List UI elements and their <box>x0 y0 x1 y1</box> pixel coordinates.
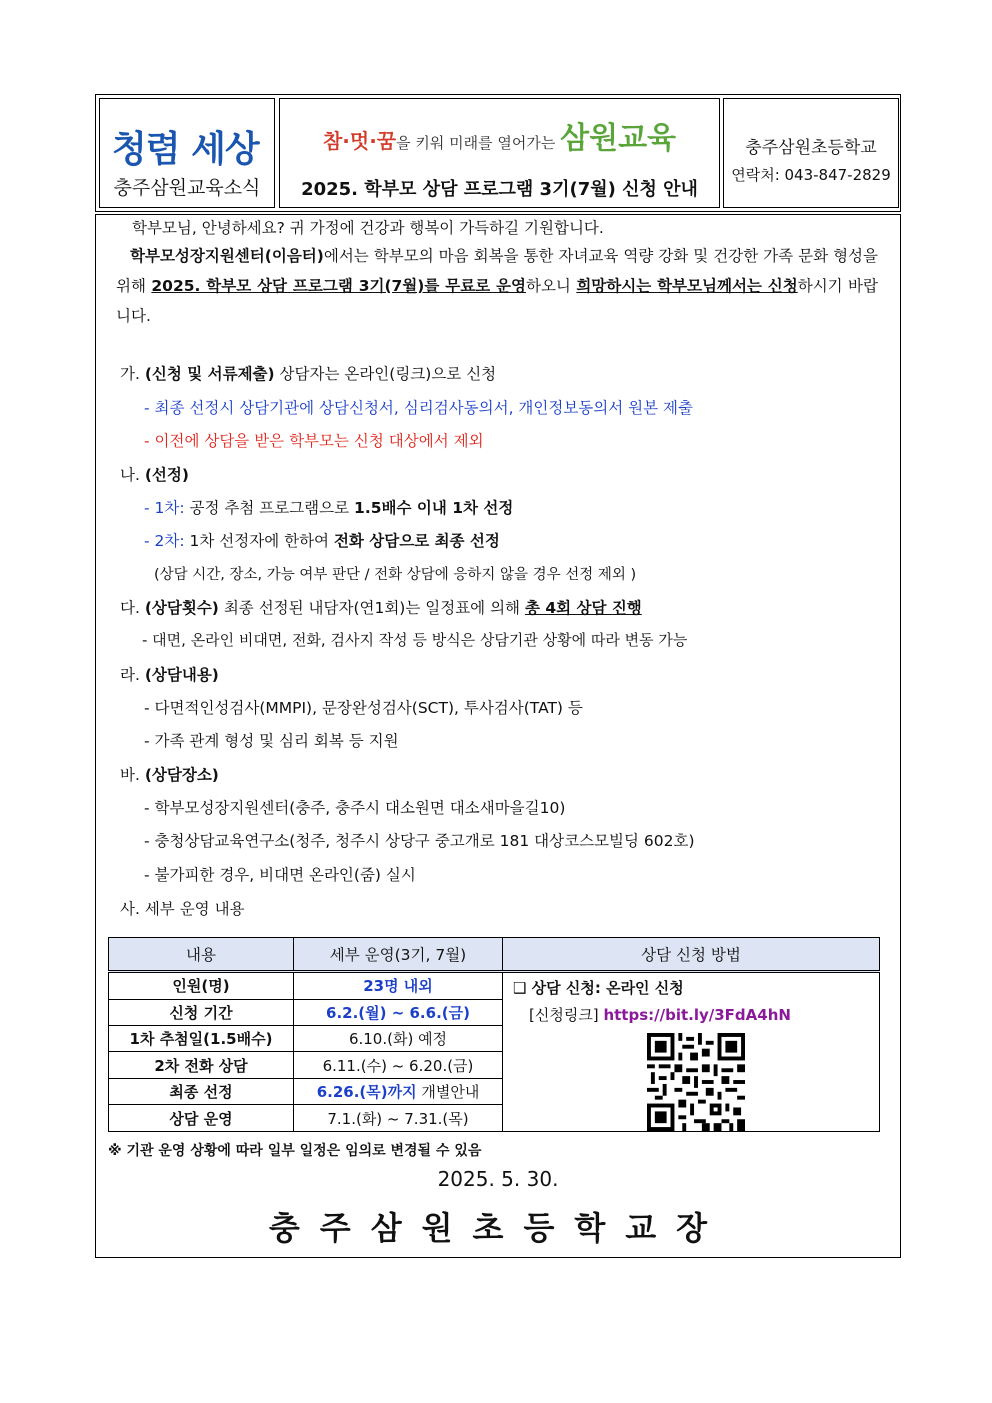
principal-signature: 충주삼원초등학교장 <box>268 1209 728 1247</box>
table-header-row <box>109 938 880 972</box>
ra-item-2: - 가족 관계 형성 및 심리 회복 등 지원 <box>144 732 399 750</box>
row-label: 상담 운영 <box>109 1105 294 1132</box>
qr-code-icon[interactable] <box>647 1033 745 1131</box>
intro-paragraph <box>116 241 878 331</box>
row-label: 인원(명) <box>109 972 294 1000</box>
row-value-rest: 개별안내 <box>416 1083 480 1102</box>
dash: - <box>144 532 155 550</box>
slogan-brand: 삼원교육 <box>560 121 677 156</box>
row-value: 23명 내외 <box>294 972 503 1000</box>
school-slogan <box>280 113 719 157</box>
section-label: 바. <box>120 766 145 784</box>
section-ba <box>120 763 219 785</box>
item-text: 공정 추첨 프로그램으로 <box>184 499 355 517</box>
integrity-logo: 청렴 세상 <box>112 128 259 170</box>
section-label: 나. <box>120 466 145 484</box>
section-text: 최종 선정된 내담자(연1회)는 일정표에 의해 <box>218 599 525 617</box>
section-label: 라. <box>120 666 145 684</box>
row-value: 7.1.(화) ~ 7.31.(목) <box>294 1105 503 1132</box>
section-label: 다. <box>120 599 145 617</box>
section-emphasis: 총 4회 상담 진행 <box>524 599 642 617</box>
ba-item-2: - 충청상담교육연구소(청주, 청주시 상당구 중고개로 181 대상코스모빌딩 602호) <box>144 832 695 850</box>
section-na <box>120 463 189 485</box>
section-label: 가. <box>120 365 145 383</box>
section-ra <box>120 663 219 685</box>
slogan-text: 을 키워 미래를 열어가는 <box>396 134 556 152</box>
ga-item-2: - 이전에 상담을 받은 학부모는 신청 대상에서 제외 <box>144 432 484 450</box>
da-item: - 대면, 온라인 비대면, 전화, 검사지 작성 등 방식은 상담기관 상황에 따라 변동 가능 <box>142 631 688 649</box>
issue-date: 2025. 5. 30. <box>437 1167 559 1191</box>
intro-text-c: 하시기 바랍니다. <box>116 277 878 325</box>
dash: - <box>144 499 155 517</box>
center-name: 학부모성장지원센터(이음터) <box>130 247 324 265</box>
schedule-table <box>108 937 880 1132</box>
row-value <box>294 1078 503 1104</box>
item-text: 1차 선정자에 한하여 <box>184 532 334 550</box>
page-title: 2025. 학부모 상담 프로그램 3기(7월) 신청 안내 <box>301 179 698 200</box>
title-cell <box>279 98 720 208</box>
section-ga <box>120 362 496 384</box>
na-item-1 <box>144 496 513 518</box>
notice-body <box>95 214 901 1258</box>
row-value: 6.11.(수) ~ 6.20.(금) <box>294 1052 503 1078</box>
ba-item-3: - 불가피한 경우, 비대면 온라인(줌) 실시 <box>144 866 416 884</box>
apply-highlight: 희망하시는 학부모님께서는 신청 <box>576 277 798 295</box>
row-label: 1차 추첨일(1.5배수) <box>109 1026 294 1052</box>
row-value-emphasis: 6.26.(목)까지 <box>316 1083 417 1102</box>
school-cell <box>723 98 899 208</box>
intro-text-a: 에서는 학부모의 마음 회복을 통한 자녀교육 역량 강화 및 건강한 가족 문화 형성을 위해 <box>116 247 878 295</box>
row-value: 6.2.(월) ~ 6.6.(금) <box>294 999 503 1025</box>
ra-item-1: - 다면적인성검사(MMPI), 문장완성검사(SCT), 투사검사(TAT) 등 <box>144 699 583 717</box>
table-header: 내용 <box>109 938 294 972</box>
apply-link-label: [신청링크] <box>529 1006 604 1024</box>
row-label: 최종 선정 <box>109 1078 294 1104</box>
table-row <box>109 972 880 1000</box>
apply-method-cell <box>503 972 880 1132</box>
section-heading: (상담장소) <box>144 766 219 784</box>
section-heading: (신청 및 서류제출) <box>144 365 275 383</box>
na-note: (상담 시간, 장소, 가능 여부 판단 / 전화 상담에 응하지 않을 경우 선정 제외 ) <box>154 567 637 583</box>
logo-cell <box>99 98 275 208</box>
school-name: 충주삼원초등학교 <box>745 138 877 158</box>
table-header: 세부 운영(3기, 7월) <box>294 938 503 972</box>
apply-link[interactable]: https://bit.ly/3FdA4hN <box>603 1006 791 1024</box>
schedule-note: ※ 기관 운영 상황에 따라 일부 일정은 임의로 변경될 수 있음 <box>108 1143 482 1159</box>
section-heading: (상담횟수) <box>144 599 219 617</box>
ba-item-1: - 학부모성장지원센터(충주, 충주시 대소원면 대소새마을길10) <box>144 799 566 817</box>
section-da <box>120 596 642 618</box>
dept-name: 충주삼원교육소식 <box>113 177 261 199</box>
slogan-prefix: 참·멋·꿈 <box>322 129 397 153</box>
na-item-2 <box>144 529 500 551</box>
apply-link-line <box>513 1004 879 1025</box>
round-tag: 1차: <box>154 499 185 517</box>
section-heading: (상담내용) <box>144 666 219 684</box>
section-sa: 사. 세부 운영 내용 <box>120 900 245 918</box>
item-emphasis: 1.5배수 이내 1차 선정 <box>354 499 514 517</box>
table-header: 상담 신청 방법 <box>503 938 880 972</box>
intro-text-b: 하오니 <box>525 277 577 295</box>
header <box>95 94 901 212</box>
round-tag: 2차: <box>154 532 185 550</box>
row-label: 신청 기간 <box>109 999 294 1025</box>
apply-method-title: ❑ 상담 신청: 온라인 신청 <box>513 979 684 997</box>
section-heading: (선정) <box>144 466 189 484</box>
row-value: 6.10.(화) 예정 <box>294 1026 503 1052</box>
item-emphasis: 전화 상담으로 최종 선정 <box>333 532 500 550</box>
contact-number: 연락처: 043-847-2829 <box>731 166 891 184</box>
ga-item-1: - 최종 선정시 상담기관에 상담신청서, 심리검사동의서, 개인정보동의서 원본 제출 <box>144 399 693 417</box>
program-highlight: 2025. 학부모 상담 프로그램 3기(7월)를 무료로 운영 <box>151 277 526 295</box>
greeting: 학부모님, 안녕하세요? 귀 가정에 건강과 행복이 가득하길 기원합니다. <box>132 219 604 237</box>
section-text: 상담자는 온라인(링크)으로 신청 <box>274 365 497 383</box>
row-label: 2차 전화 상담 <box>109 1052 294 1078</box>
